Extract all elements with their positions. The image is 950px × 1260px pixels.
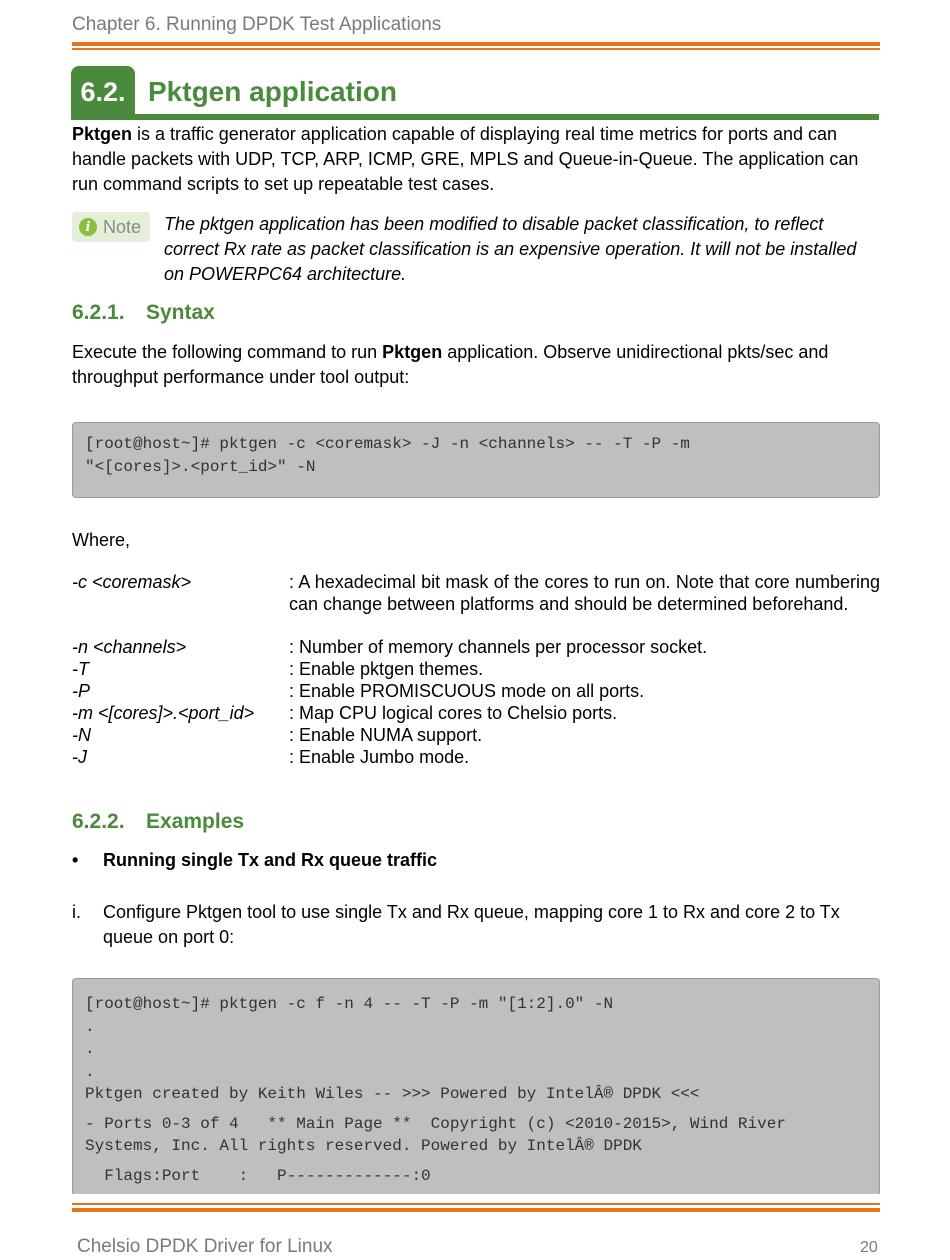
section-underline: [71, 114, 879, 120]
intro-text: is a traffic generator application capable of displaying real time metrics for ports and can handle packets with UDP, TCP, ARP, ICMP, GRE, MPLS and Queue-in-Queue. The application can run command scripts to set up repeatable test cases.: [72, 124, 859, 194]
note-badge: [72, 212, 150, 242]
header-rule: [72, 42, 880, 46]
example-code-block: [72, 978, 880, 1194]
syntax-paragraph: [72, 340, 880, 390]
note-text: The pktgen application has been modified to disable packet classification, to reflect correct Rx rate as packet classification is an expensive operation. It will not be installed on POWERPC64 architecture.: [164, 214, 857, 284]
option-desc: : Enable Jumbo mode.: [289, 747, 470, 767]
option-name: -c <coremask>: [72, 572, 192, 592]
code-line: Pktgen created by Keith Wiles -- >>> Powered by IntelÂ® DPDK <<<: [85, 1085, 700, 1103]
option-desc: : Enable NUMA support.: [289, 725, 483, 745]
code-line: .: [85, 1062, 95, 1081]
option-row: [72, 702, 880, 724]
step-item: [72, 900, 880, 950]
syntax-heading: [72, 301, 215, 325]
bullet-item: [72, 850, 437, 871]
syntax-text-post: application. Observe unidirectional pkts/sec and throughput performance under tool output:: [72, 342, 829, 387]
code-line: Flags:Port : P-------------:0: [85, 1166, 431, 1185]
syntax-title: Syntax: [146, 301, 215, 324]
option-row: [72, 680, 880, 702]
code-line: .: [85, 1040, 95, 1058]
option-row: [72, 636, 880, 658]
code-line: .: [85, 1017, 95, 1036]
code-line: - Ports 0-3 of 4 ** Main Page ** Copyright (c) <2010-2015>, Wind River: [85, 1114, 786, 1133]
option-name: -T: [72, 659, 89, 679]
step-marker: i.: [72, 902, 81, 922]
info-icon: i: [79, 218, 97, 236]
code-line: [root@host~]# pktgen -c f -n 4 -- -T -P -m "[1:2].0" -N: [85, 995, 614, 1013]
page-number: 20: [860, 1239, 878, 1256]
bullet-marker: •: [72, 850, 79, 870]
option-row: [72, 746, 880, 768]
examples-number: 6.2.2.: [72, 810, 125, 833]
option-row: [72, 658, 880, 680]
syntax-code-block: [72, 422, 880, 498]
section-number-badge: 6.2.: [71, 66, 135, 119]
code-line: [root@host~]# pktgen -c <coremask> -J -n <channels> -- -T -P -m: [85, 435, 690, 453]
intro-bold: Pktgen: [72, 124, 133, 144]
step-text: Configure Pktgen tool to use single Tx and Rx queue, mapping core 1 to Rx and core 2 to Tx queue on port 0:: [103, 902, 840, 947]
option-name: -J: [72, 747, 87, 767]
footer-rule-thin: [72, 1203, 880, 1205]
examples-heading: [72, 810, 244, 834]
option-desc: : Enable pktgen themes.: [289, 659, 484, 679]
option-row: [72, 571, 880, 615]
header-rule-thin: [72, 48, 880, 50]
option-name: -m <[cores]>.<port_id>: [72, 703, 255, 723]
option-desc: : Map CPU logical cores to Chelsio ports.: [289, 703, 618, 723]
where-label: Where,: [72, 530, 131, 550]
footer-doc-title: Chelsio DPDK Driver for Linux: [77, 1236, 333, 1257]
syntax-bold: Pktgen: [382, 342, 443, 362]
code-line: Systems, Inc. All rights reserved. Powered by IntelÂ® DPDK: [85, 1137, 642, 1155]
syntax-number: 6.2.1.: [72, 301, 125, 324]
option-name: -N: [72, 725, 91, 745]
option-desc: : Enable PROMISCUOUS mode on all ports.: [289, 681, 645, 701]
option-desc: : A hexadecimal bit mask of the cores to run on. Note that core numbering can change between platforms and should be determined beforehand.: [289, 572, 880, 614]
footer-rule: [72, 1208, 880, 1212]
option-desc: : Number of memory channels per processor socket.: [289, 637, 708, 657]
option-name: -P: [72, 681, 90, 701]
note-label: Note: [103, 216, 142, 237]
code-line: "<[cores]>.<port_id>" -N: [85, 457, 316, 476]
syntax-text-pre: Execute the following command to run: [72, 342, 383, 362]
option-row: [72, 724, 880, 746]
section-title: Pktgen application: [148, 76, 397, 107]
option-name: -n <channels>: [72, 637, 187, 657]
intro-paragraph: [72, 122, 880, 197]
chapter-header: Chapter 6. Running DPDK Test Applications: [72, 14, 442, 35]
examples-title: Examples: [146, 810, 245, 833]
bullet-text: Running single Tx and Rx queue traffic: [103, 850, 438, 870]
